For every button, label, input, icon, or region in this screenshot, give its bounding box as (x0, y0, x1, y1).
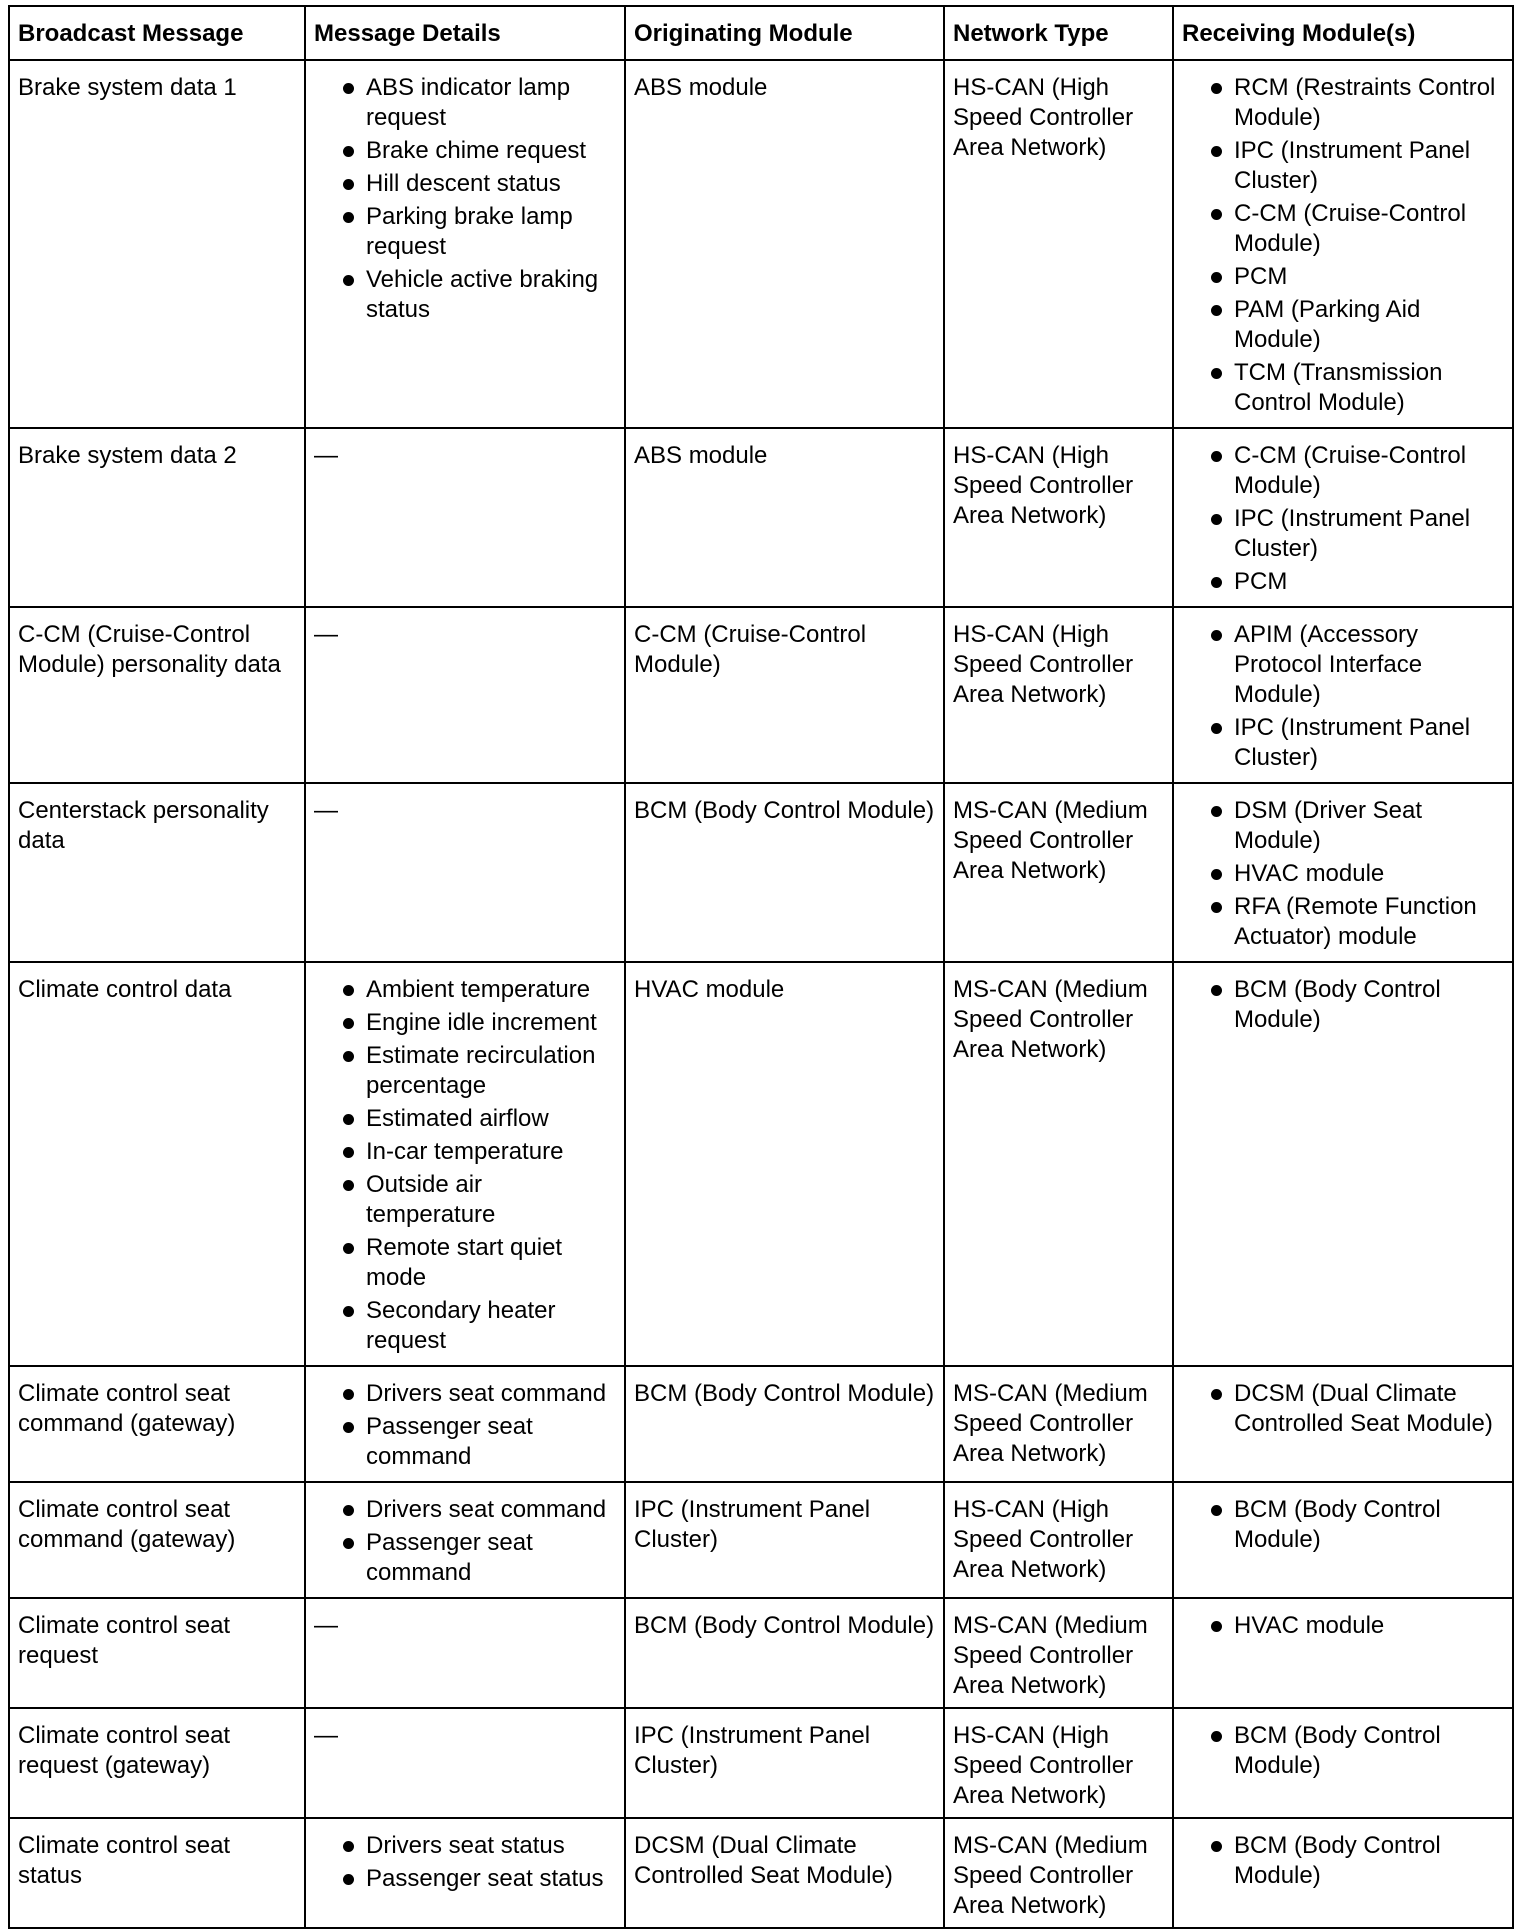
receiving-modules-cell (1173, 1482, 1513, 1598)
network-type-cell: MS-CAN (Medium Speed Controller Area Network) (944, 962, 1173, 1366)
receiving-modules-cell (1173, 607, 1513, 783)
header-originating-module: Originating Module (625, 6, 944, 60)
network-type-cell: HS-CAN (High Speed Controller Area Network) (944, 607, 1173, 783)
broadcast-message-cell: Climate control seat command (gateway) (9, 1482, 305, 1598)
message-details-cell-list (314, 73, 616, 325)
table-row (9, 1366, 1513, 1482)
broadcast-message-table (8, 5, 1514, 1929)
list-item: Vehicle active braking status (314, 265, 616, 325)
originating-module-cell: DCSM (Dual Climate Controlled Seat Module) (625, 1818, 944, 1928)
receiving-modules-cell (1173, 1598, 1513, 1708)
receiving-modules-cell (1173, 1818, 1513, 1928)
list-item: DSM (Driver Seat Module) (1182, 796, 1504, 856)
originating-module-cell: ABS module (625, 60, 944, 428)
list-item: Estimate recirculation percentage (314, 1041, 616, 1101)
list-item: IPC (Instrument Panel Cluster) (1182, 136, 1504, 196)
broadcast-message-cell: Brake system data 1 (9, 60, 305, 428)
broadcast-message-cell: Climate control seat request (gateway) (9, 1708, 305, 1818)
message-details-cell-list (314, 975, 616, 1356)
receiving-modules-cell (1173, 1366, 1513, 1482)
receiving-modules-cell-list (1182, 1495, 1504, 1555)
message-details-cell: — (305, 428, 625, 607)
list-item: Ambient temperature (314, 975, 616, 1005)
receiving-modules-cell-list (1182, 1831, 1504, 1891)
list-item: C-CM (Cruise-Control Module) (1182, 199, 1504, 259)
table-row (9, 962, 1513, 1366)
network-type-cell: MS-CAN (Medium Speed Controller Area Network) (944, 1598, 1173, 1708)
broadcast-message-cell: Brake system data 2 (9, 428, 305, 607)
receiving-modules-cell (1173, 962, 1513, 1366)
list-item: BCM (Body Control Module) (1182, 1831, 1504, 1891)
broadcast-message-cell: Climate control seat request (9, 1598, 305, 1708)
list-item: Estimated airflow (314, 1104, 616, 1134)
list-item: BCM (Body Control Module) (1182, 975, 1504, 1035)
list-item: Brake chime request (314, 136, 616, 166)
header-row (9, 6, 1513, 60)
network-type-cell: HS-CAN (High Speed Controller Area Network) (944, 60, 1173, 428)
message-details-cell: — (305, 783, 625, 962)
table-body (9, 60, 1513, 1928)
network-type-cell: HS-CAN (High Speed Controller Area Network) (944, 428, 1173, 607)
broadcast-message-cell: Centerstack personality data (9, 783, 305, 962)
table-row (9, 1598, 1513, 1708)
originating-module-cell: ABS module (625, 428, 944, 607)
table-row (9, 783, 1513, 962)
list-item: DCSM (Dual Climate Controlled Seat Module) (1182, 1379, 1504, 1439)
receiving-modules-cell-list (1182, 796, 1504, 952)
receiving-modules-cell-list (1182, 975, 1504, 1035)
network-type-cell: HS-CAN (High Speed Controller Area Network) (944, 1482, 1173, 1598)
message-details-cell-list (314, 1379, 616, 1472)
originating-module-cell: IPC (Instrument Panel Cluster) (625, 1482, 944, 1598)
list-item: HVAC module (1182, 1611, 1504, 1641)
broadcast-message-cell: Climate control seat command (gateway) (9, 1366, 305, 1482)
list-item: Hill descent status (314, 169, 616, 199)
originating-module-cell: BCM (Body Control Module) (625, 1366, 944, 1482)
originating-module-cell: BCM (Body Control Module) (625, 1598, 944, 1708)
header-network-type: Network Type (944, 6, 1173, 60)
receiving-modules-cell-list (1182, 1721, 1504, 1781)
originating-module-cell: IPC (Instrument Panel Cluster) (625, 1708, 944, 1818)
receiving-modules-cell-list (1182, 441, 1504, 597)
message-details-cell (305, 962, 625, 1366)
list-item: C-CM (Cruise-Control Module) (1182, 441, 1504, 501)
receiving-modules-cell (1173, 1708, 1513, 1818)
table-row (9, 428, 1513, 607)
list-item: Passenger seat command (314, 1412, 616, 1472)
message-details-cell-list (314, 1831, 616, 1894)
receiving-modules-cell-list (1182, 620, 1504, 773)
list-item: IPC (Instrument Panel Cluster) (1182, 504, 1504, 564)
list-item: Drivers seat command (314, 1379, 616, 1409)
receiving-modules-cell (1173, 60, 1513, 428)
list-item: PCM (1182, 567, 1504, 597)
header-broadcast-message: Broadcast Message (9, 6, 305, 60)
list-item: Secondary heater request (314, 1296, 616, 1356)
list-item: Parking brake lamp request (314, 202, 616, 262)
table-row (9, 607, 1513, 783)
table-row (9, 1818, 1513, 1928)
originating-module-cell: HVAC module (625, 962, 944, 1366)
message-details-cell-list (314, 1495, 616, 1588)
receiving-modules-cell-list (1182, 73, 1504, 418)
originating-module-cell: BCM (Body Control Module) (625, 783, 944, 962)
table-row (9, 60, 1513, 428)
network-type-cell: MS-CAN (Medium Speed Controller Area Network) (944, 1366, 1173, 1482)
receiving-modules-cell-list (1182, 1611, 1504, 1641)
message-details-cell: — (305, 1708, 625, 1818)
message-details-cell: — (305, 607, 625, 783)
list-item: RFA (Remote Function Actuator) module (1182, 892, 1504, 952)
message-details-cell (305, 1818, 625, 1928)
list-item: APIM (Accessory Protocol Interface Module) (1182, 620, 1504, 710)
network-type-cell: MS-CAN (Medium Speed Controller Area Network) (944, 783, 1173, 962)
message-details-cell: — (305, 1598, 625, 1708)
list-item: IPC (Instrument Panel Cluster) (1182, 713, 1504, 773)
list-item: PCM (1182, 262, 1504, 292)
message-details-cell (305, 1482, 625, 1598)
broadcast-message-cell: Climate control seat status (9, 1818, 305, 1928)
list-item: Passenger seat command (314, 1528, 616, 1588)
list-item: Drivers seat command (314, 1495, 616, 1525)
list-item: Engine idle increment (314, 1008, 616, 1038)
receiving-modules-cell-list (1182, 1379, 1504, 1439)
table-row (9, 1482, 1513, 1598)
receiving-modules-cell (1173, 428, 1513, 607)
header-receiving-modules: Receiving Module(s) (1173, 6, 1513, 60)
list-item: TCM (Transmission Control Module) (1182, 358, 1504, 418)
list-item: BCM (Body Control Module) (1182, 1721, 1504, 1781)
list-item: Outside air temperature (314, 1170, 616, 1230)
list-item: Drivers seat status (314, 1831, 616, 1861)
list-item: ABS indicator lamp request (314, 73, 616, 133)
message-details-cell (305, 60, 625, 428)
list-item: Remote start quiet mode (314, 1233, 616, 1293)
message-details-cell (305, 1366, 625, 1482)
network-type-cell: MS-CAN (Medium Speed Controller Area Network) (944, 1818, 1173, 1928)
list-item: Passenger seat status (314, 1864, 616, 1894)
table-row (9, 1708, 1513, 1818)
receiving-modules-cell (1173, 783, 1513, 962)
list-item: BCM (Body Control Module) (1182, 1495, 1504, 1555)
list-item: PAM (Parking Aid Module) (1182, 295, 1504, 355)
header-message-details: Message Details (305, 6, 625, 60)
originating-module-cell: C-CM (Cruise-Control Module) (625, 607, 944, 783)
list-item: RCM (Restraints Control Module) (1182, 73, 1504, 133)
broadcast-message-cell: Climate control data (9, 962, 305, 1366)
list-item: HVAC module (1182, 859, 1504, 889)
broadcast-message-cell: C-CM (Cruise-Control Module) personality data (9, 607, 305, 783)
list-item: In-car temperature (314, 1137, 616, 1167)
network-type-cell: HS-CAN (High Speed Controller Area Network) (944, 1708, 1173, 1818)
